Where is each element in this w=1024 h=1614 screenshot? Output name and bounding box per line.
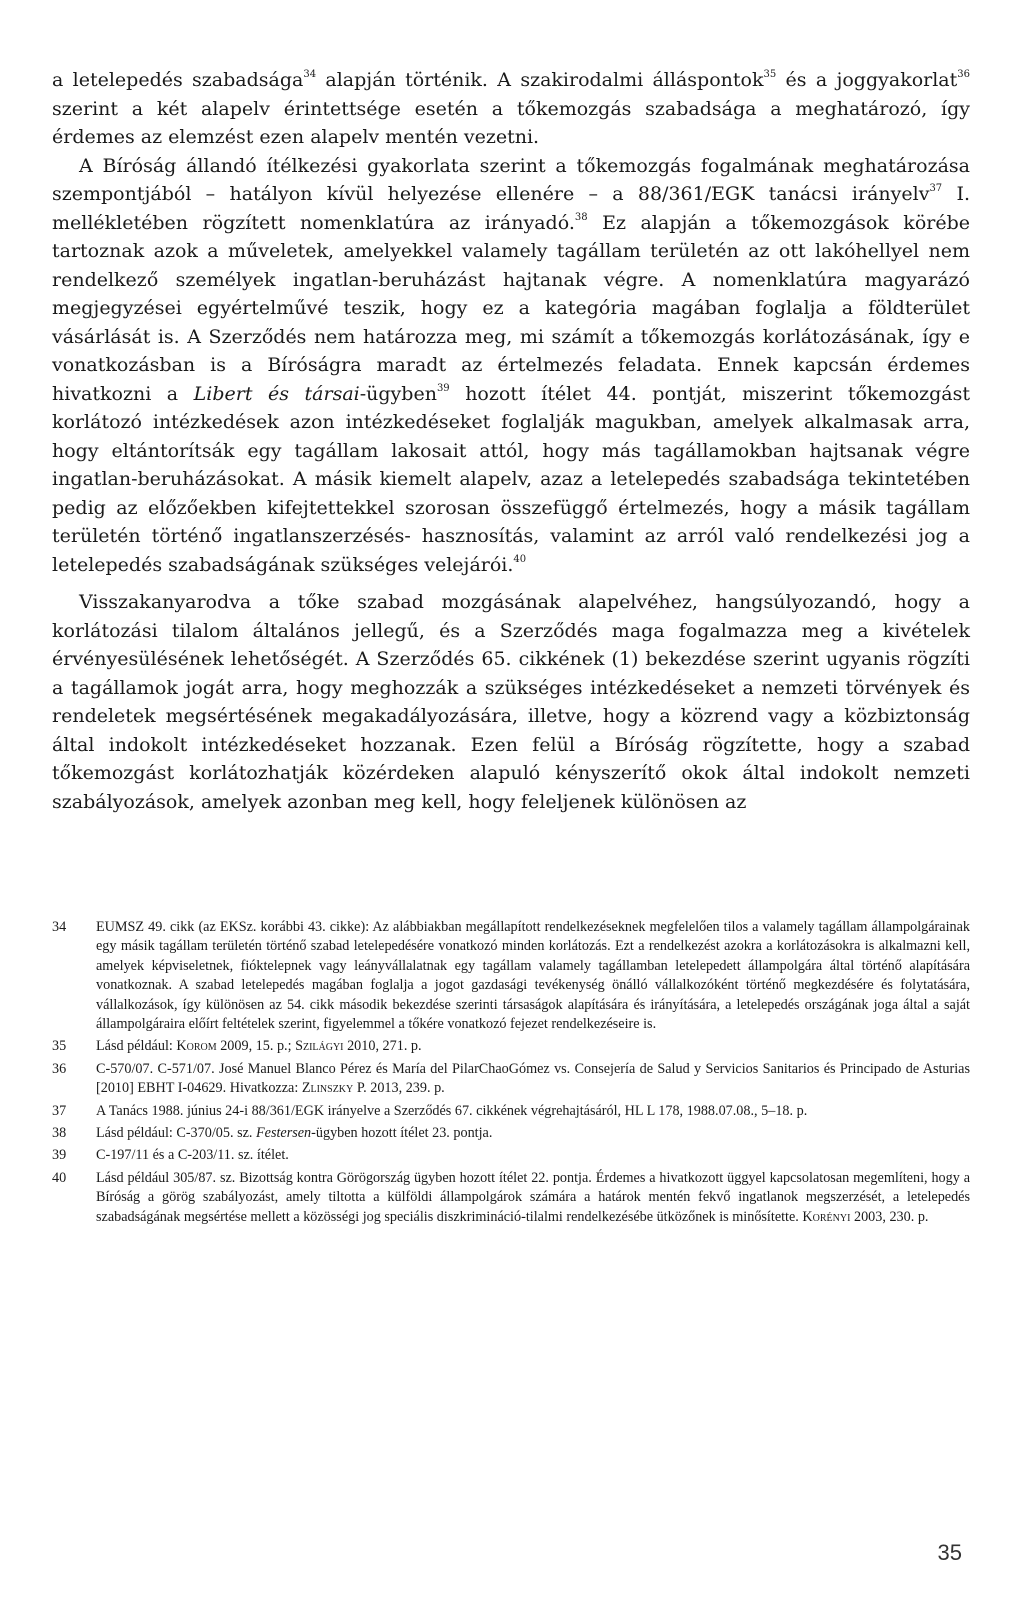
footnote-40 <box>52 1169 970 1227</box>
text-run: hozott ítélet 44. pontját, miszerint tőkemozgást korlátozó intézkedések azon intézkedéseket foglalják magukban, amelyek alkalmasak arra, hogy eltántorítsák egy tagállam lakosait attól, hogy más tagállamokban hajtsanak végre ingatlan-beruházásokat. A másik kiemelt alapelv, azaz a letelepedés szabadsága tekintetében pedig az előzőekben kifejtettekkel szorosan összefüggő értelmezés, hogy a másik tagállam területén történő ingatlanszerzésés- hasznosítás, valamint az arról való rendelkezési jog a letelepedés szabadságának szükséges velejárói. <box>52 382 970 576</box>
footnote-ref-35[interactable]: 35 <box>763 69 777 80</box>
page-number: 35 <box>937 1540 962 1565</box>
footnote-text: 2010, 271. p. <box>343 1038 422 1055</box>
text-run: szerint a két alapelv érintettsége esetén a tőkemozgás szabadsága a meghatározó, így érdemes az elemzést ezen alapelv mentén vezetni. <box>52 97 970 148</box>
case-name-italic: Festersen <box>255 1125 312 1142</box>
footnotes <box>52 918 970 1230</box>
footnote-39 <box>52 1146 970 1165</box>
text-run: alapján történik. A szakirodalmi álláspontok <box>316 69 764 91</box>
footnote-ref-37[interactable]: 37 <box>929 183 943 194</box>
text-run: Ez alapján a tőkemozgások körébe tartoznak azok a műveletek, amelyekkel valamely tagállam területén az ott lakóhellyel nem rendelkező személyek ingatlan-beruházást hajtanak végre. A nomenklatúra magyarázó megjegyzései egyértelművé teszik, hogy ez a kategória magában foglalja a földterület vásárlását is. A Szerződés nem határozza meg, mi számít a tőkemozgás korlátozásának, így e vonatkozásban is a Bíróságra maradt az értelmezés feladata. Ennek kapcsán érdemes hivatkozni a <box>52 211 970 405</box>
footnote-number: 39 <box>52 1147 67 1164</box>
footnote-ref-36[interactable]: 36 <box>957 69 971 80</box>
footnote-ref-34[interactable]: 34 <box>303 69 317 80</box>
footnote-37 <box>52 1102 970 1121</box>
text-run: és a joggyakorlat <box>776 69 958 91</box>
text-run: a letelepedés szabadsága <box>52 69 304 91</box>
footnote-text: -ügyben hozott ítélet 23. pontja. <box>311 1125 493 1142</box>
footnote-number: 40 <box>52 1169 67 1186</box>
paragraph-2 <box>52 152 970 580</box>
footnote-text: C-197/11 és a C-203/11. sz. ítélet. <box>96 1147 289 1164</box>
footnote-text: P. 2013, 239. p. <box>353 1080 445 1097</box>
author-name: Zlinszky <box>301 1080 354 1097</box>
footnote-34 <box>52 918 970 1034</box>
footnote-text: Lásd például: <box>96 1038 177 1055</box>
footnote-number: 38 <box>52 1125 67 1142</box>
paragraph-3: Visszakanyarodva a tőke szabad mozgásának alapelvéhez, hangsúlyozandó, hogy a korlátozási tilalom általános jellegű, és a Szerződés maga fogalmazza meg a kivételek érvényesülésének lehetőségét. A Szerződés 65. cikkének (1) bekezdése szerint ugyanis rögzíti a tagállamok jogát arra, hogy meghozzák a szükséges intézkedéseket a nemzeti törvények és rendeletek megsértésének megakadályozására, illetve, hogy a közrend vagy a közbiztonság által indokolt intézkedéseket hozzanak. Ezen felül a Bíróság rögzítette, hogy a szabad tőkemozgást korlátozhatják közérdeken alapuló kényszerítő okok által indokolt nemzeti szabályozások, amelyek azonban meg kell, hogy feleljenek különösen az <box>52 591 970 813</box>
footnote-38 <box>52 1124 970 1143</box>
footnote-number: 36 <box>52 1060 67 1077</box>
author-name: Korényi <box>802 1208 851 1225</box>
footnote-text: Lásd például 305/87. sz. Bizottság kontra Görögország ügyben hozott ítélet 22. pontja. Érdemes a hivatkozott üggyel kapcsolatosan megemlíteni, hogy a Bíróság a görög szabályozást, amely tiltotta a külföldi állampolgárok számára a határok mentén fekvő ingatlanok megszerzését, a letelepedés szabadságának megsértése mellett a közösségi jog speciális diszkrimináció-tilalmi rendelkezésébe ütközőnek is minősítette. <box>96 1169 970 1225</box>
footnote-text: Lásd például: C-370/05. sz. <box>96 1125 256 1142</box>
footnote-35 <box>52 1037 970 1056</box>
paragraph-1 <box>52 66 970 152</box>
author-name: Szilágyi <box>295 1038 344 1055</box>
footnote-number: 37 <box>52 1102 67 1119</box>
footnote-ref-40[interactable]: 40 <box>513 553 527 565</box>
case-name-italic: Libert és társai <box>193 382 360 405</box>
footnote-text: 2003, 230. p. <box>850 1208 929 1225</box>
author-name: Korom <box>176 1038 217 1055</box>
footnote-ref-39[interactable]: 39 <box>436 382 450 394</box>
text-run: A Bíróság állandó ítélkezési gyakorlata szerint a tőkemozgás fogalmának meghatározása szempontjából – hatályon kívül helyezése ellenére – a 88/361/EGK tanácsi irányelv <box>52 154 970 205</box>
footnote-36 <box>52 1060 970 1099</box>
text-run: -ügyben <box>359 382 437 405</box>
footnote-text: C-570/07. C-571/07. José Manuel Blanco Pérez és María del PilarChaoGómez vs. Consejería de Salud y Servicios Sanitarios és Principado de Asturias [2010] EBHT I-04629. Hivatkozza: <box>96 1060 970 1097</box>
footnote-number: 34 <box>52 919 67 935</box>
text-run: I. mellékletében rögzített nomenklatúra az irányadó. <box>52 183 970 234</box>
footnote-text: 2009, 15. p.; <box>216 1038 296 1055</box>
main-text <box>52 66 970 816</box>
footnote-number: 35 <box>52 1038 67 1055</box>
footnote-text: A Tanács 1988. június 24-i 88/361/EGK irányelve a Szerződés 67. cikkének végrehajtásáról, HL L 178, 1988.07.08., 5–18. p. <box>96 1102 808 1119</box>
footnote-ref-38[interactable]: 38 <box>574 211 588 223</box>
footnote-text: EUMSZ 49. cikk (az EKSz. korábbi 43. cikke): Az alábbiakban megállapított rendelkezéseknek megfelelően tilos a valamely tagállam állampolgárainak egy másik tagállam területén történő szabad letelepedésére vonatkozó minden korlátozás. Ezt a rendelkezést azokra a korlátozásokra is alkalmazni kell, amelyek képviseletnek, fióktelepnek vagy leányvállalatnak egy tagállam valamely tagállamban letelepedett állampolgára által történő alapítására vonatkoznak. A szabad letelepedés magában foglalja a jogot gazdasági tevékenység önálló vállalkozóként történő megkezdésére és folytatására, vállalkozások, így különösen az 54. cikk második bekezdése szerinti társaságok alapítására és irányítására, a letelepedés országának joga által a saját állampolgáraira előírt feltételek szerint, figyelemmel a tőkére vonatkozó fejezet rendelkezéseire is. <box>96 919 970 1033</box>
